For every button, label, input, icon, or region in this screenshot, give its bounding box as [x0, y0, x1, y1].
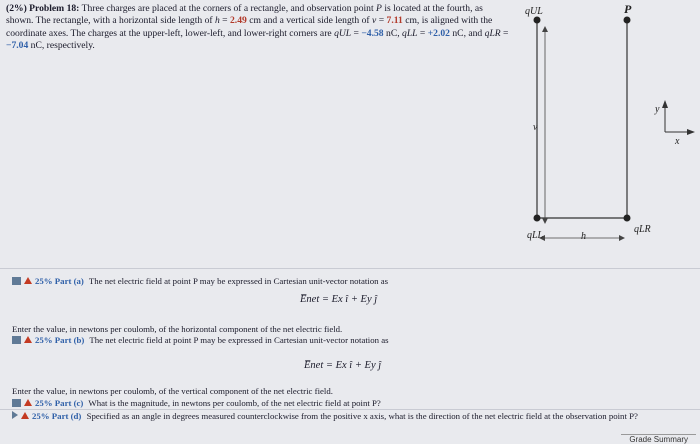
charge-ul: [534, 17, 541, 24]
part-a-header[interactable]: [12, 276, 388, 286]
unit-1: nC: [386, 27, 398, 39]
label-axis-x: x: [675, 136, 680, 147]
x-axis-arrow: [687, 129, 695, 135]
separator-a: [0, 268, 700, 269]
part-d-label: 25% Part (d): [32, 411, 82, 421]
label-h: h: [581, 231, 586, 242]
part-d-header[interactable]: [12, 411, 682, 421]
part-c-header[interactable]: [12, 398, 381, 408]
part-d-text: Specified as an angle in degrees measured counterclockwise from the positive x axis, what is the direction of the net electric field at the observation point P?: [86, 411, 638, 421]
problem-statement: (2%) Problem 18: Three charges are placed at the corners of a rectangle, and observation point P is located at the fourth, as shown. The rectangle, with a horizontal side length of h = 2.49 cm and a vertical side length of v = 7.11 cm, is aligned with the coordinate axes. The charges at the upper-left, lower-left, and lower-right corners are qUL = −4.58 nC, qLL = +2.02 nC, and qLR = −7.04 nC, respectively.: [6, 3, 509, 52]
separator-d: [0, 409, 700, 410]
unit-2: nC: [452, 27, 464, 39]
part-a-expand-icon[interactable]: [12, 277, 21, 285]
v-arrow-top: [542, 26, 548, 32]
part-c-label: 25% Part (c): [35, 398, 84, 408]
label-qul: qUL: [525, 6, 543, 17]
grade-summary-tab[interactable]: Grade Summary: [621, 434, 696, 444]
label-p: P: [624, 2, 632, 16]
h-unit-text: cm and a vertical side length of: [249, 15, 370, 27]
label-axis-y: y: [655, 104, 660, 115]
problem-end: respectively.: [46, 40, 95, 52]
problem-text-3: cm, is aligned with the coordinate axes. The charges at the upper-left, lower-left, and lower-right corners are: [6, 15, 493, 39]
part-b-prompt: Enter the value, in newtons per coulomb, of the vertical component of the net electric field.: [12, 386, 333, 396]
qlr-var: qLR: [484, 27, 501, 39]
part-d-warning-icon: [21, 412, 29, 419]
part-c-expand-icon[interactable]: [12, 399, 21, 407]
part-c-text: What is the magnitude, in newtons per coulomb, of the net electric field at point P?: [88, 398, 381, 408]
qll-var: qLL: [402, 27, 418, 39]
problem-text-1: Three charges are placed at the corners of a rectangle, and observation point: [81, 3, 374, 14]
part-d-expand-icon[interactable]: [12, 411, 18, 419]
problem-text-2: is located at the fourth, as shown. The rectangle, with a horizontal side length of: [6, 3, 483, 27]
h-value: 2.49: [230, 15, 247, 27]
qlr-value: −7.04: [6, 40, 29, 52]
charge-ll: [534, 215, 541, 222]
y-axis-arrow: [662, 100, 668, 108]
part-b-equation: E̅net = Ex î + Ey ĵ: [304, 360, 382, 371]
unit-3: nC: [30, 40, 42, 52]
part-a-warning-icon: [24, 277, 32, 284]
qul-value: −4.58: [361, 27, 384, 39]
part-a-equation: E̅net = Ex î + Ey ĵ: [300, 294, 378, 305]
part-a-text: The net electric field at point P may be expressed in Cartesian unit-vector notation as: [88, 276, 389, 286]
v-var: v: [372, 15, 377, 27]
parts-section: [0, 268, 700, 444]
part-c-warning-icon: [24, 399, 32, 406]
label-v: v: [533, 122, 538, 133]
part-a-prompt: Enter the value, in newtons per coulomb, of the horizontal component of the net electric field.: [12, 324, 343, 334]
h-var: h: [214, 15, 220, 27]
diagram-svg: [515, 0, 700, 268]
charge-lr: [624, 215, 631, 222]
part-a-label: 25% Part (a): [35, 276, 84, 286]
h-arrow-right: [619, 235, 625, 241]
qul-var: qUL: [334, 27, 352, 39]
part-b-warning-icon: [24, 336, 32, 343]
problem-header: (2%) Problem 18:: [6, 3, 80, 14]
point-p: [624, 17, 631, 24]
part-b-expand-icon[interactable]: [12, 336, 21, 344]
qll-value: +2.02: [427, 27, 450, 39]
v-value: 7.11: [386, 15, 403, 27]
part-b-label: 25% Part (b): [35, 335, 85, 345]
charge-diagram: [515, 0, 700, 268]
part-b-header[interactable]: [12, 335, 389, 345]
point-var: P: [376, 3, 382, 14]
v-arrow-bottom: [542, 218, 548, 224]
part-b-text: The net electric field at point P may be expressed in Cartesian unit-vector notation as: [89, 335, 389, 345]
label-qlr: qLR: [634, 224, 651, 235]
label-qll: qLL: [527, 230, 544, 241]
